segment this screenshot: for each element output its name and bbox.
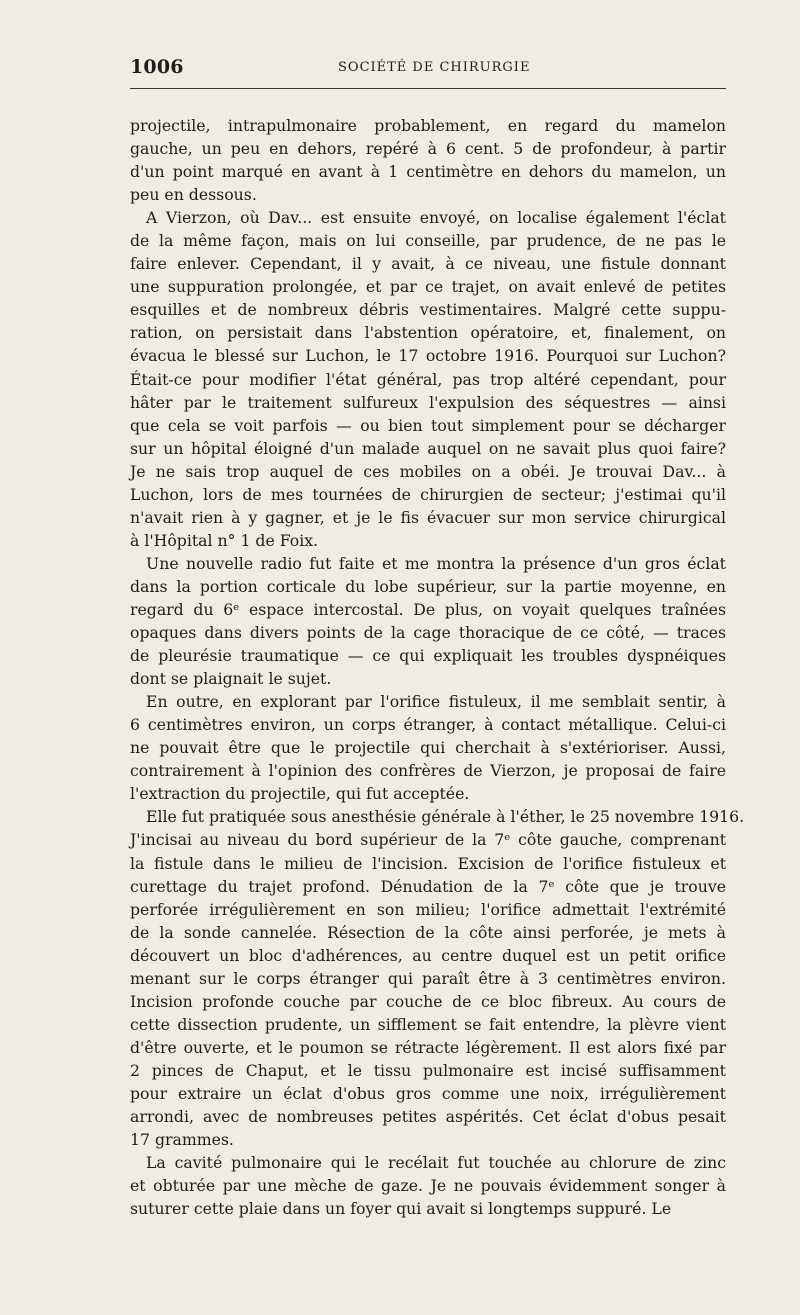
paragraph xyxy=(130,114,726,206)
header-rule xyxy=(130,88,726,89)
paragraph xyxy=(130,1151,726,1220)
paragraph xyxy=(130,805,745,1151)
text-line: A Vierzon, où Dav... est ensuite envoyé, on localise également l'éclat xyxy=(146,208,726,228)
page-number: 1006 xyxy=(130,56,184,78)
text-line: Était-ce pour modifier l'état général, pas trop altéré cependant, pour xyxy=(130,369,726,389)
text-line: d'être ouverte, et le poumon se rétracte légèrement. Il est alors fixé par xyxy=(130,1037,726,1057)
text-line: faire enlever. Cependant, il y avait, à ce niveau, une fistule donnant xyxy=(130,254,726,274)
text-line: projectile, intrapulmonaire probablement, en regard du mamelon xyxy=(130,116,726,135)
text-line: contrairement à l'opinion des confrères de Vierzon, je proposai de faire xyxy=(130,761,726,781)
text-line: J'incisai au niveau du bord supérieur de la 7ᵉ côte gauche, comprenant xyxy=(130,830,726,850)
text-line: Une nouvelle radio fut faite et me montra la présence d'un gros éclat xyxy=(146,553,726,573)
text-line: esquilles et de nombreux débris vestimentaires. Malgré cette suppu- xyxy=(130,300,726,320)
text-line: 17 grammes. xyxy=(130,1130,234,1150)
paragraph xyxy=(130,206,726,552)
text-line: La cavité pulmonaire qui le recélait fut touchée au chlorure de zinc xyxy=(146,1153,726,1173)
text-line: d'un point marqué en avant à 1 centimètre en dehors du mamelon, un xyxy=(130,162,726,182)
text-line: Luchon, lors de mes tournées de chirurgien de secteur; j'estimai qu'il xyxy=(130,484,726,504)
text-line: 2 pinces de Chaput, et le tissu pulmonaire est incisé suffisamment xyxy=(130,1060,726,1080)
text-line: que cela se voit parfois — ou bien tout simplement pour se décharger xyxy=(130,415,726,435)
text-line: sur un hôpital éloigné d'un malade auquel on ne savait plus quoi faire? xyxy=(130,438,726,458)
text-line: et obturée par une mèche de gaze. Je ne pouvais évidemment songer à xyxy=(130,1176,726,1196)
text-line: n'avait rien à y gagner, et je le fis évacuer sur mon service chirurgical xyxy=(130,507,726,527)
page-header xyxy=(130,50,726,80)
text-line: ne pouvait être que le projectile qui cherchait à s'extérioriser. Aussi, xyxy=(130,738,726,758)
text-line: curettage du trajet profond. Dénudation de la 7ᵉ côte que je trouve xyxy=(130,876,726,896)
text-line: la fistule dans le milieu de l'incision. Excision de l'orifice fistuleux et xyxy=(130,853,726,873)
text-line: évacua le blessé sur Luchon, le 17 octobre 1916. Pourquoi sur Luchon? xyxy=(130,346,726,366)
text-line: opaques dans divers points de la cage thoracique de ce côté, — traces xyxy=(130,623,726,643)
text-line: une suppuration prolongée, et par ce trajet, on avait enlevé de petites xyxy=(130,277,726,297)
text-line: dont se plaignait le sujet. xyxy=(130,669,332,689)
text-line: cette dissection prudente, un sifflement se fait entendre, la plèvre vient xyxy=(130,1014,726,1034)
text-line: hâter par le traitement sulfureux l'expulsion des séquestres — ainsi xyxy=(130,392,726,412)
text-line: Incision profonde couche par couche de ce bloc fibreux. Au cours de xyxy=(130,991,726,1011)
running-title: SOCIÉTÉ DE CHIRURGIE xyxy=(338,60,531,75)
paragraph xyxy=(130,690,726,805)
text-line: de pleurésie traumatique — ce qui expliquait les troubles dyspnéiques xyxy=(130,646,726,666)
text-line: 6 centimètres environ, un corps étranger, à contact métallique. Celui-ci xyxy=(130,715,726,735)
text-line: de la sonde cannelée. Résection de la côte ainsi perforée, je mets à xyxy=(130,922,726,942)
text-line: peu en dessous. xyxy=(130,185,257,205)
text-line: En outre, en explorant par l'orifice fistuleux, il me semblait sentir, à xyxy=(146,692,726,712)
text-line: Je ne sais trop auquel de ces mobiles on a obéi. Je trouvai Dav... à xyxy=(130,461,726,481)
text-line: Elle fut pratiquée sous anesthésie générale à l'éther, le 25 novembre 1916. xyxy=(146,807,745,827)
text-line: ration, on persistait dans l'abstention opératoire, et, finalement, on xyxy=(130,323,726,343)
text-line: arrondi, avec de nombreuses petites aspérités. Cet éclat d'obus pesait xyxy=(130,1107,726,1127)
text-line: menant sur le corps étranger qui paraît être à 3 centimètres environ. xyxy=(130,968,726,988)
paragraph xyxy=(130,552,726,690)
text-line: regard du 6ᵉ espace intercostal. De plus, on voyait quelques traînées xyxy=(130,599,726,619)
body-text xyxy=(130,114,745,1220)
text-line: de la même façon, mais on lui conseille, par prudence, de ne pas le xyxy=(130,231,726,251)
text-line: pour extraire un éclat d'obus gros comme une noix, irrégulièrement xyxy=(130,1083,726,1103)
text-line: suturer cette plaie dans un foyer qui avait si longtemps suppuré. Le xyxy=(130,1199,672,1219)
text-line: perforée irrégulièrement en son milieu; l'orifice admettait l'extrémité xyxy=(130,899,726,919)
text-line: l'extraction du projectile, qui fut acceptée. xyxy=(130,784,470,804)
text-line: à l'Hôpital n° 1 de Foix. xyxy=(130,530,319,550)
text-line: découvert un bloc d'adhérences, au centre duquel est un petit orifice xyxy=(130,945,726,965)
text-line: dans la portion corticale du lobe supérieur, sur la partie moyenne, en xyxy=(130,576,726,596)
text-line: gauche, un peu en dehors, repéré à 6 cent. 5 de profondeur, à partir xyxy=(130,139,726,159)
